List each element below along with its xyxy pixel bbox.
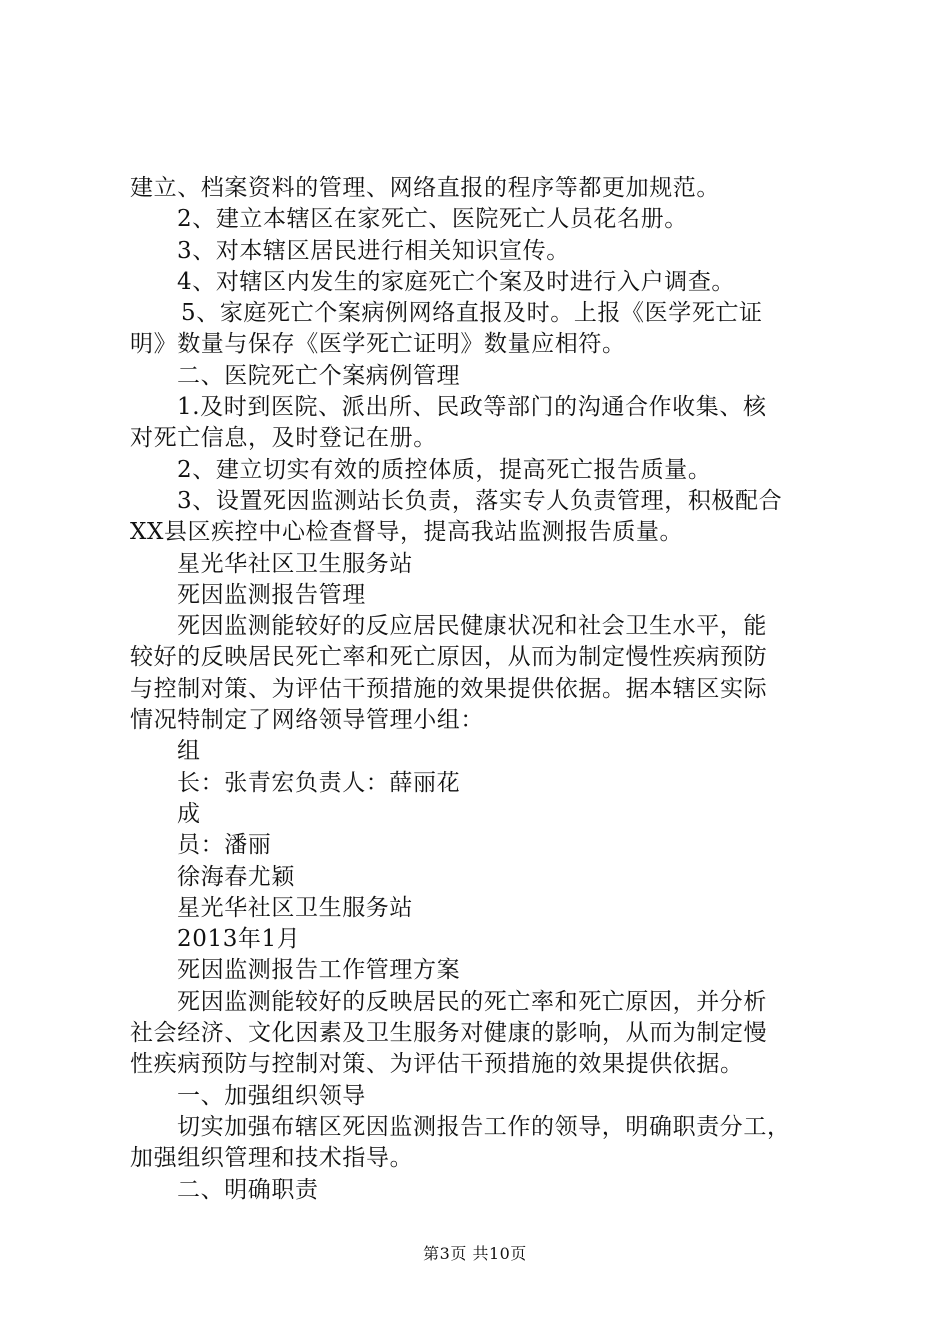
text-line: 3、对本辖区居民进行相关知识宣传。 xyxy=(177,237,570,264)
text-line: 死因监测报告管理 xyxy=(177,581,366,608)
text-line: 2013年1月 xyxy=(177,926,301,953)
text-line: 长：张青宏负责人：薛丽花 xyxy=(177,769,461,796)
text-line: 对死亡信息，及时登记在册。 xyxy=(130,425,437,452)
text-line: 性疾病预防与控制对策、为评估干预措施的效果提供依据。 xyxy=(130,1051,744,1078)
text-line: 二、明确职责 xyxy=(177,1176,319,1203)
text-line: 星光华社区卫生服务站 xyxy=(177,894,413,921)
text-line: 星光华社区卫生服务站 xyxy=(177,550,413,577)
text-line: 较好的反映居民死亡率和死亡原因，从而为制定慢性疾病预防 xyxy=(130,644,768,671)
text-line: 明》数量与保存《医学死亡证明》数量应相符。 xyxy=(130,331,626,358)
text-line: 员：潘丽 xyxy=(177,832,272,859)
text-line: 情况特制定了网络领导管理小组： xyxy=(130,707,484,734)
text-line: 死因监测能较好的反应居民健康状况和社会卫生水平，能 xyxy=(177,613,767,640)
text-line: 加强组织管理和技术指导。 xyxy=(130,1145,414,1172)
text-line: 2、建立切实有效的质控体质，提高死亡报告质量。 xyxy=(177,456,712,483)
text-line: 徐海春尤颖 xyxy=(177,863,295,890)
text-line: 死因监测报告工作管理方案 xyxy=(177,957,461,984)
text-line: 4、对辖区内发生的家庭死亡个案及时进行入户调查。 xyxy=(177,268,736,295)
text-line: 建立、档案资料的管理、网络直报的程序等都更加规范。 xyxy=(130,175,720,201)
document-body xyxy=(130,173,830,1206)
text-line: 组 xyxy=(177,738,201,765)
text-line: 死因监测能较好的反映居民的死亡率和死亡原因，并分析 xyxy=(177,988,767,1015)
text-line: 成 xyxy=(177,800,201,827)
text-line: 3、设置死因监测站长负责，落实专人负责管理，积极配合 xyxy=(177,487,783,514)
text-line: 社会经济、文化因素及卫生服务对健康的影响，从而为制定慢 xyxy=(130,1020,768,1047)
text-line: 1.及时到医院、派出所、民政等部门的沟通合作收集、核 xyxy=(177,394,767,421)
text-line: 二、医院死亡个案病例管理 xyxy=(177,362,461,389)
text-line: 5、家庭死亡个案病例网络直报及时。上报《医学死亡证 xyxy=(181,300,763,327)
page-footer: 第3页 共10页 xyxy=(423,1244,527,1263)
text-line: 一、加强组织领导 xyxy=(177,1082,366,1109)
text-line: 切实加强布辖区死因监测报告工作的领导，明确职责分工， xyxy=(177,1113,791,1140)
text-line: 2、建立本辖区在家死亡、医院死亡人员花名册。 xyxy=(177,206,688,233)
text-line: 与控制对策、为评估干预措施的效果提供依据。据本辖区实际 xyxy=(130,675,768,702)
text-line: XX县区疾控中心检查督导，提高我站监测报告质量。 xyxy=(130,519,684,546)
